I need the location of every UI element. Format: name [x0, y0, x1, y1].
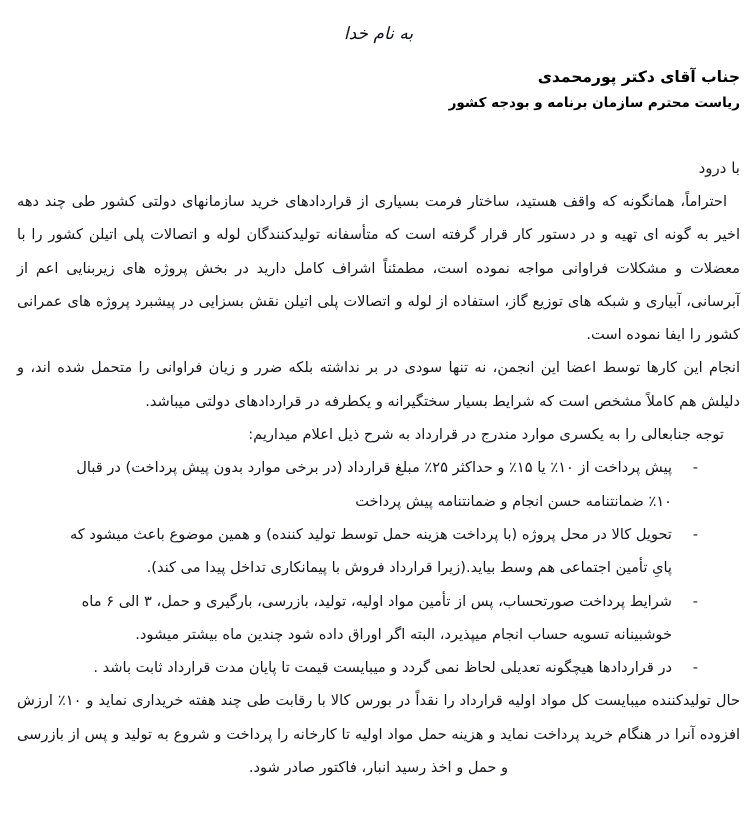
- bismillah-header: به نام خدا: [343, 24, 414, 44]
- bullet-item-prepayment: [17, 451, 740, 518]
- paragraph-list-leadin: توجه جنابعالی را به یکسری موارد مندرج در قرارداد به شرح ذیل اعلام میداریم:: [248, 426, 724, 444]
- bullet-dash: -: [692, 659, 698, 677]
- bullet-dash: -: [692, 592, 698, 610]
- bullet-text: شرایط پرداخت صورتحساب، پس از تأمین مواد اولیه، تولید، بازرسی، بارگیری و حمل، ۳ الی ۶ ماه خوشبینانه تسویه حساب انجام میپذیرد، البته اگر اوراق داده شود چندین ماه بیشتر میشود.: [81, 592, 672, 643]
- bullet-dash: -: [692, 459, 698, 477]
- bullet-item-delivery: [17, 518, 740, 585]
- bullet-text: پیش پرداخت از ۱۰٪ یا ۱۵٪ و حداکثر ۲۵٪ مبلغ قرارداد (در برخی موارد بدون پیش پرداخت) در قبال ۱۰٪ ضمانتنامه حسن انجام و ضمانتنامه پیش پرداخت: [76, 459, 672, 510]
- salutation: با درود: [698, 159, 740, 177]
- bullet-text: تحویل کالا در محل پروژه (با پرداخت هزینه حمل توسط تولید کننده) و همین موضوع باعث میشود که پایِ تأمین اجتماعی هم وسط بیاید.(زیرا قرارداد فروش با پیمانکاری تداخل پیدا می کند).: [69, 525, 672, 577]
- paragraph-intro: احتراماً، همانگونه که واقف هستید، ساختار فرمت بسیاری از قراردادهای خرید سازمانهای دولتی کشور طی چند دهه اخیر به گونه ای تهیه و در دستور کار قرار گرفته است که متأسفانه تولیدکنندگان لوله و اتصالات پلی اتیلن کشور را با معضلات و مشکلات فراوانی مواجه نموده است، مطمئناً اشراف کامل دارید در بخش پروژه های زیربنایی اعم از آبرسانی، آبیاری و شبکه های توزیع گاز، استفاده از لوله و اتصالات پلی اتیلن نقش بسزایی در پیشبرد پروژه های عمرانی کشور را ایفا نموده است.: [17, 193, 740, 344]
- closing-paragraph: حال تولیدکننده میبایست کل مواد اولیه قرارداد را نقداً در بورس کالا با رقابت طی چند هفته خریداری نماید و ۱۰٪ ارزش افزوده آنرا در هنگام خرید پرداخت نماید و هزینه حمل مواد اولیه تا کارخانه را پرداخت و شروع به تولید و پس از بازرسی و حمل و اخذ رسید انبار، فاکتور صادر شود.: [17, 692, 740, 777]
- bullet-item-no-adjustment: [17, 651, 740, 684]
- recipient-block: [17, 64, 740, 116]
- bullet-dash: -: [692, 525, 698, 543]
- recipient-title: ریاست محترم سازمان برنامه و بودجه کشور: [448, 95, 740, 111]
- paragraph-association-losses: انجام این کارها توسط اعضا این انجمن، نه تنها سودی در بر نداشته بلکه ضرر و زیان فراوانی را متحمل شده اند، و دلیلش هم کاملاً مشخص است که شرایط بسیار سختگیرانه و یکطرفه در قراردادهای دولتی میباشد.: [17, 359, 740, 410]
- letter-body: [17, 185, 740, 784]
- recipient-name: جناب آقای دکتر پورمحمدی: [537, 68, 740, 86]
- bullet-item-payment-terms: [17, 585, 740, 652]
- bullet-text: در قراردادها هیچگونه تعدیلی لحاظ نمی گردد و میبایست قیمت تا پایان مدت قرارداد ثابت باشد .: [93, 659, 672, 677]
